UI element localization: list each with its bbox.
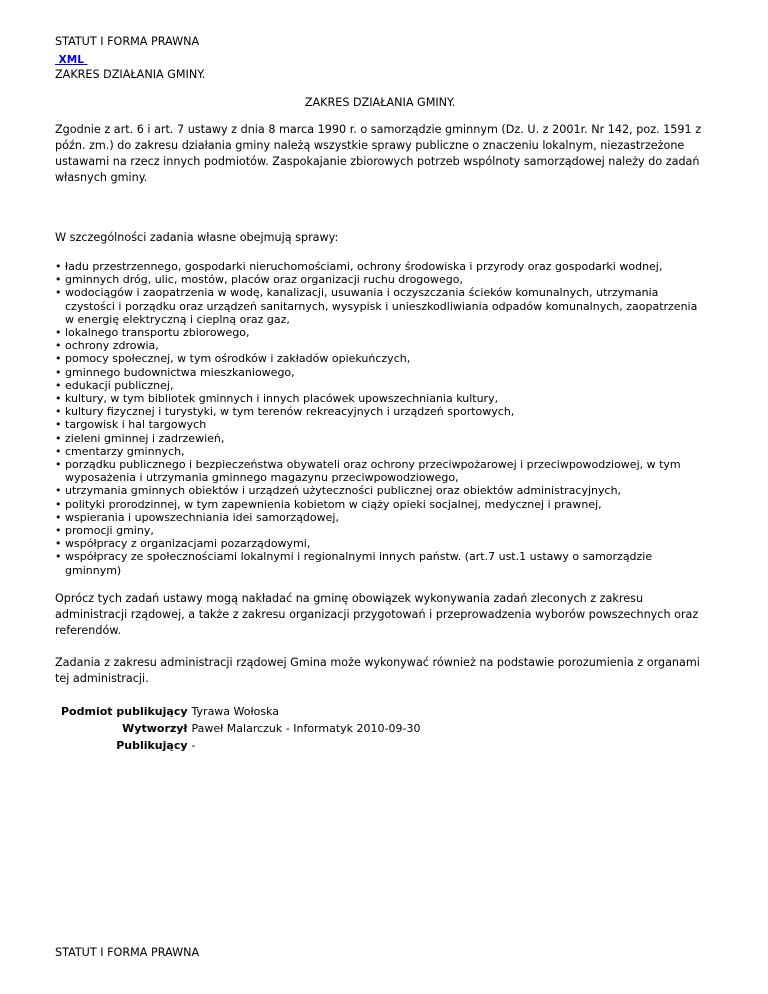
metadata-row bbox=[59, 737, 422, 754]
task-list-item: • wspierania i upowszechniania idei samorządowej, bbox=[55, 511, 705, 524]
task-list-item: • współpracy ze społecznościami lokalnymi i regionalnymi innych państw. (art.7 ust.1 ustawy o samorządzie gminnym) bbox=[55, 550, 705, 576]
task-list-item: • kultury, w tym bibliotek gminnych i innych placówek upowszechniania kultury, bbox=[55, 392, 705, 405]
page-header-title: STATUT I FORMA PRAWNA bbox=[55, 35, 200, 48]
task-list-item: • targowisk i hal targowych bbox=[55, 418, 705, 431]
task-list-item: • gminnego budownictwa mieszkaniowego, bbox=[55, 366, 705, 379]
metadata-row bbox=[59, 720, 422, 737]
task-list-item: • promocji gminy, bbox=[55, 524, 705, 537]
metadata-value: - bbox=[191, 738, 196, 752]
task-list-item: • gminnych dróg, ulic, mostów, placów oraz organizacji ruchu drogowego, bbox=[55, 273, 705, 286]
task-list bbox=[55, 260, 705, 577]
metadata-value: Paweł Malarczuk - Informatyk 2010-09-30 bbox=[191, 721, 421, 735]
task-list-item: • polityki prorodzinnej, w tym zapewnienia kobietom w ciąży opieki socjalnej, medycznej i prawnej, bbox=[55, 498, 705, 511]
task-list-item: • edukacji publicznej, bbox=[55, 379, 705, 392]
task-list-item: • ładu przestrzennego, gospodarki nieruchomościami, ochrony środowiska i przyrody oraz gospodarki wodnej, bbox=[55, 260, 705, 273]
intro-paragraph: Zgodnie z art. 6 i art. 7 ustawy z dnia 8 marca 1990 r. o samorządzie gminnym (Dz. U. z 2001r. Nr 142, poz. 1591 z późn. zm.) do zakresu działania gminy należą wszystkie sprawy publiczne o znaczeniu lokalnym, niezastrzeżone ustawami na rzecz innych podmiotów. Zaspokajanie zbiorowych potrzeb wspólnoty samorządowej należy do zadań własnych gminy. bbox=[55, 123, 702, 184]
metadata-row bbox=[59, 703, 422, 720]
content-heading: ZAKRES DZIAŁANIA GMINY. bbox=[304, 96, 456, 109]
task-list-item: • porządku publicznego i bezpieczeństwa obywateli oraz ochrony przeciwpożarowej i przeciwpowodziowej, w tym wyposażenia i utrzymania gminnego magazynu przeciwpowodziowego, bbox=[55, 458, 705, 484]
task-list-item: • utrzymania gminnych obiektów i urządzeń użyteczności publicznej oraz obiektów administracyjnych, bbox=[55, 484, 705, 497]
task-list-item: • wodociągów i zaopatrzenia w wodę, kanalizacji, usuwania i oczyszczania ścieków komunalnych, utrzymania czystości i porządku oraz urządzeń sanitarnych, wysypisk i unieszkodliwiania odpadów komunalnych, zaopatrzenia w energię elektryczną i cieplną oraz gaz, bbox=[55, 286, 705, 326]
task-list-item: • lokalnego transportu zbiorowego, bbox=[55, 326, 705, 339]
xml-link[interactable]: XML bbox=[55, 54, 88, 66]
metadata-label: Publikujący bbox=[116, 738, 188, 752]
metadata-label: Podmiot publikujący bbox=[61, 704, 188, 718]
task-list-item: • zieleni gminnej i zadrzewień, bbox=[55, 432, 705, 445]
delegated-tasks-paragraph: Oprócz tych zadań ustawy mogą nakładać na gminę obowiązek wykonywania zadań zleconych z zakresu administracji rządowej, a także z zakresu organizacji przygotowań i przeprowadzenia wyborów powszechnych oraz referendów. bbox=[55, 591, 699, 637]
list-intro-paragraph: W szczególności zadania własne obejmują sprawy: bbox=[55, 231, 339, 244]
task-list-item: • pomocy społecznej, w tym ośrodków i zakładów opiekuńczych, bbox=[55, 352, 705, 365]
metadata-label: Wytworzył bbox=[122, 721, 188, 735]
agreement-paragraph: Zadania z zakresu administracji rządowej Gmina może wykonywać również na podstawie porozumienia z organami tej administracji. bbox=[55, 655, 700, 685]
metadata-table bbox=[59, 703, 422, 754]
task-list-item: • ochrony zdrowia, bbox=[55, 339, 705, 352]
task-list-item: • cmentarzy gminnych, bbox=[55, 445, 705, 458]
metadata-value: Tyrawa Wołoska bbox=[191, 704, 280, 718]
breadcrumb: ZAKRES DZIAŁANIA GMINY. bbox=[55, 68, 206, 81]
content-section bbox=[55, 96, 705, 754]
task-list-item: • kultury fizycznej i turystyki, w tym terenów rekreacyjnych i urządzeń sportowych, bbox=[55, 405, 705, 418]
page-footer-title: STATUT I FORMA PRAWNA bbox=[55, 946, 200, 959]
task-list-item: • współpracy z organizacjami pozarządowymi, bbox=[55, 537, 705, 550]
